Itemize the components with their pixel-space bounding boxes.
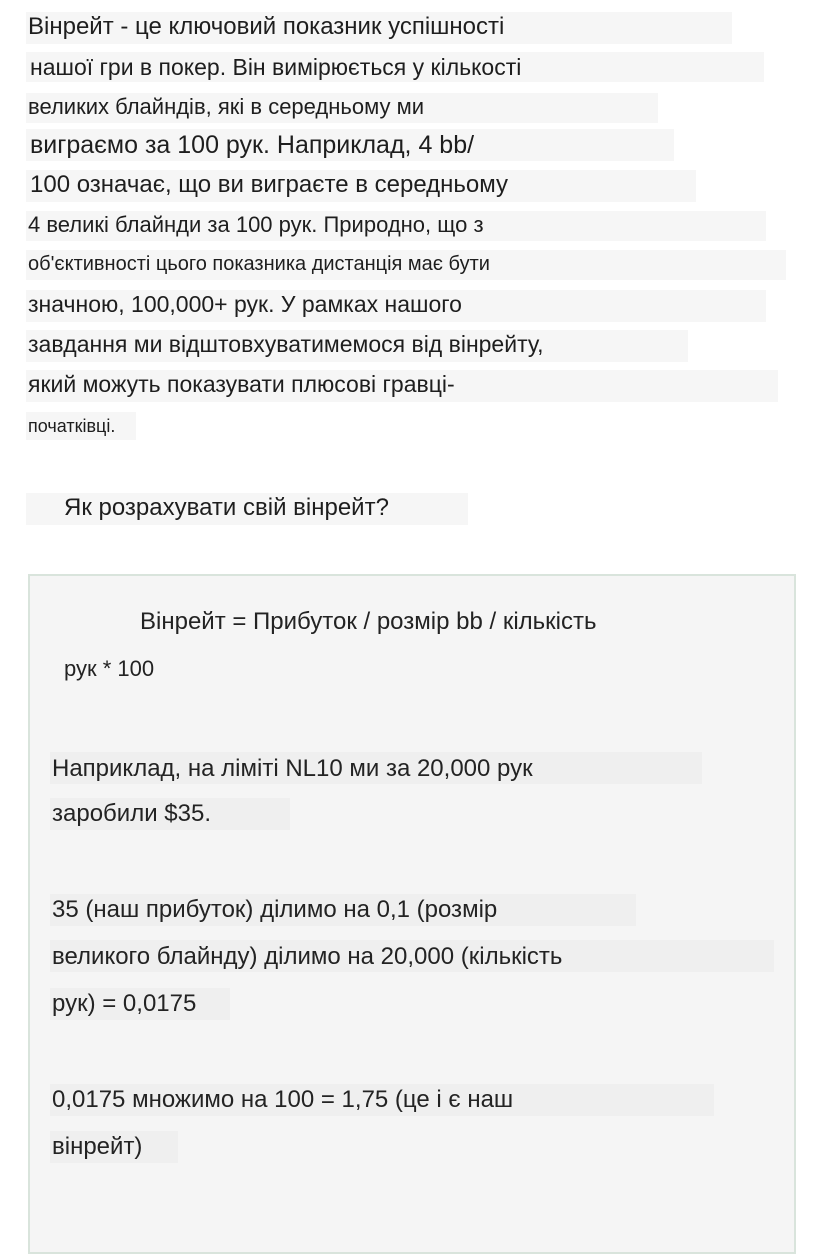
intro-line: об'єктивності цього показника дистанція має бути [28,253,490,275]
calc-step-line: вінрейт) [52,1133,143,1160]
calc-step-line: великого блайнду) ділимо на 20,000 (кількість [52,943,563,970]
intro-line: великих блайндів, які в середньому ми [28,94,424,119]
example-line: заробили $35. [52,800,211,827]
intro-line: 4 великі блайнди за 100 рук. Природно, що з [28,212,484,237]
formula-line: рук * 100 [64,656,155,681]
example-line: Наприклад, на ліміті NL10 ми за 20,000 рук [52,755,533,782]
formula-box [28,574,796,1254]
intro-line: який можуть показувати плюсові гравці- [28,371,455,397]
calc-step-line: 0,0175 множимо на 100 = 1,75 (це і є наш [52,1086,514,1113]
intro-line: початківці. [28,416,116,436]
question-heading: Як розрахувати свій вінрейт? [64,494,389,521]
intro-line: нашої гри в покер. Він вимірюється у кількості [30,54,522,80]
calc-step-line: рук) = 0,0175 [52,990,197,1017]
formula-line: Вінрейт = Прибуток / розмір bb / кількість [140,608,597,635]
calc-step-line: 35 (наш прибуток) ділимо на 0,1 (розмір [52,896,498,923]
intro-line: Вінрейт - це ключовий показник успішності [28,13,505,40]
intro-line: 100 означає, що ви виграєте в середньому [30,171,509,198]
intro-line: значною, 100,000+ рук. У рамках нашого [28,291,462,317]
intro-line: виграємо за 100 рук. Наприклад, 4 bb/ [30,131,475,159]
intro-line: завдання ми відштовхуватимемося від вінрейту, [28,331,544,357]
